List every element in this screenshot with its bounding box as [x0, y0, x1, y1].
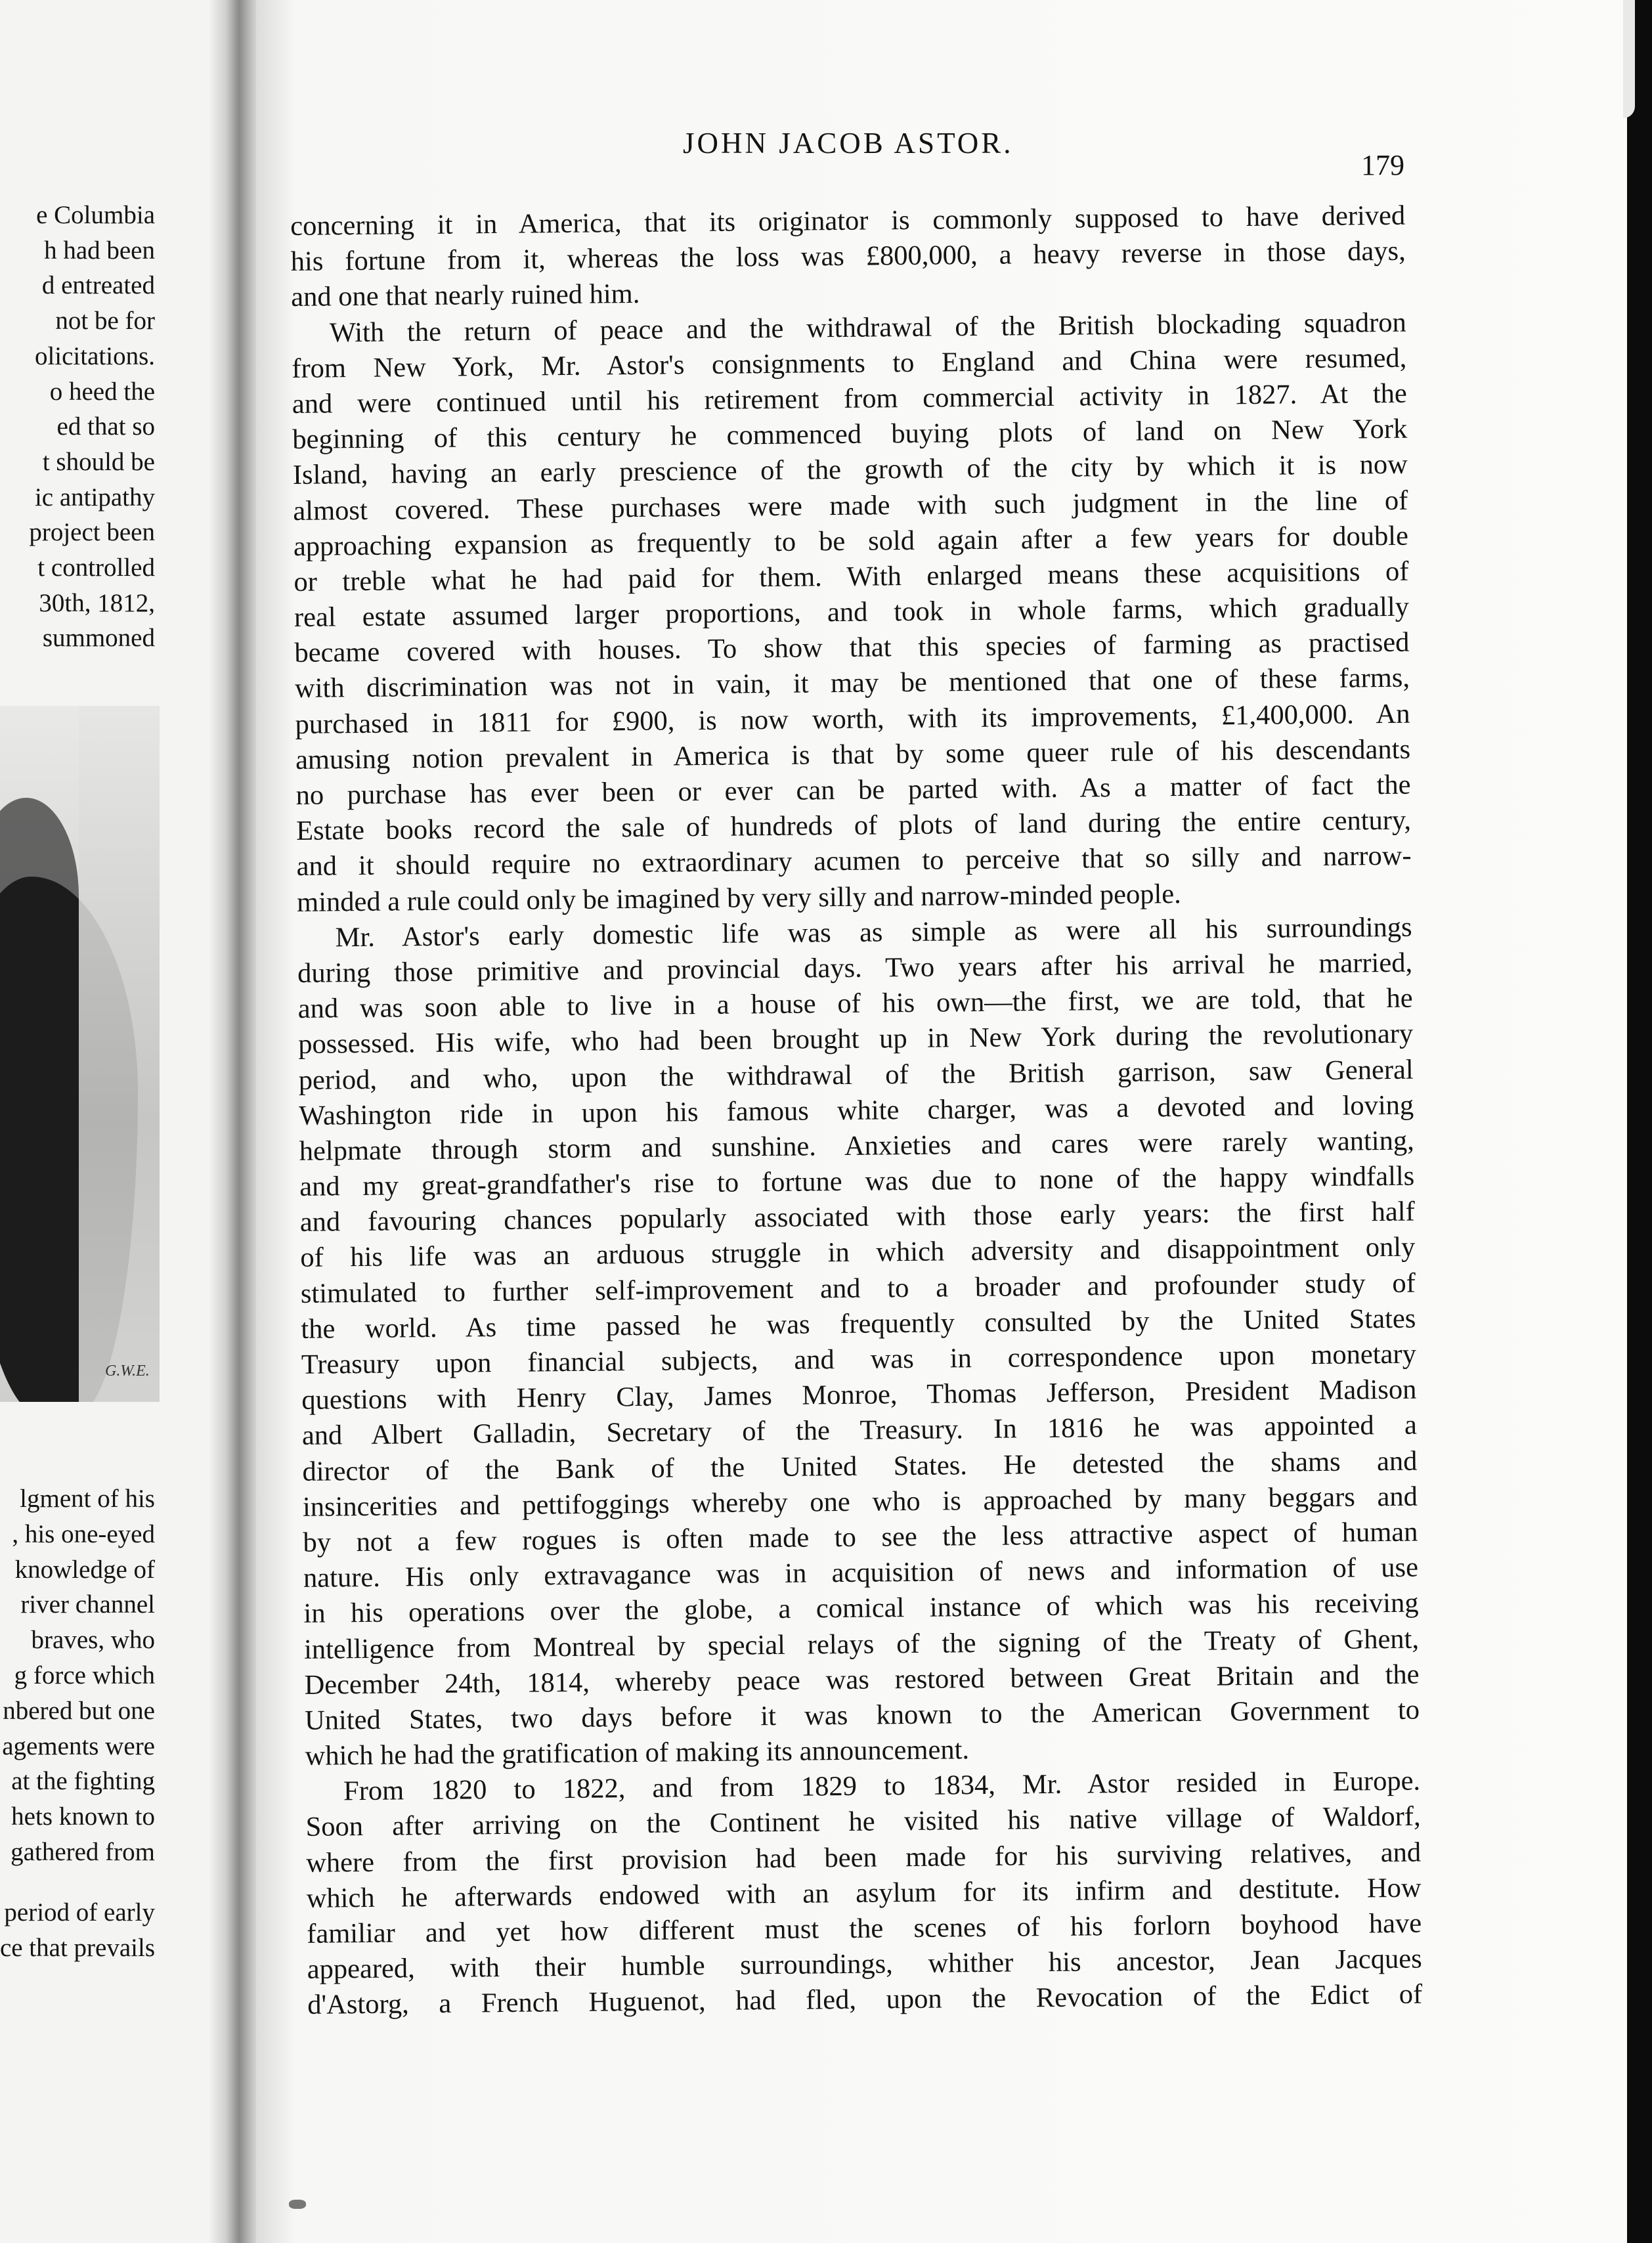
- body-line: director of the Bank of the United States. He detested the shams and: [302, 1445, 1418, 1487]
- left-page-line: e Columbia: [36, 201, 155, 229]
- left-page-line: hets known to: [11, 1802, 155, 1831]
- page-curl: [1623, 0, 1635, 118]
- left-page-line: olicitations.: [34, 341, 155, 370]
- body-line: helpmate through storm and sunshine. Anxieties and cares were rarely wanting,: [299, 1125, 1414, 1167]
- left-page: [0, 0, 243, 2243]
- body-line: and was soon able to live in a house of his own—the first, we are told, that he: [297, 982, 1413, 1025]
- left-page-line: river channel: [20, 1590, 155, 1619]
- body-line: by not a few rogues is often made to see the less attractive aspect of human: [303, 1516, 1418, 1558]
- left-page-line: h had been: [44, 236, 155, 265]
- left-page-line: t controlled: [37, 554, 155, 582]
- body-line: familiar and yet how different must the scenes of his forlorn boyhood have: [306, 1907, 1422, 1949]
- body-line: Estate books record the sale of hundreds of plots of land during the entire century,: [295, 804, 1412, 847]
- left-page-line: not be for: [55, 307, 155, 336]
- body-line: nature. His only extravagance was in acquisition of news and information of use: [303, 1552, 1419, 1594]
- body-line: period, and who, upon the withdrawal of the British garrison, saw General: [298, 1054, 1414, 1096]
- body-line: and were continued until his retirement from commercial activity in 1827. At the: [292, 378, 1408, 420]
- body-line: and my great-grandfather's rise to fortune was due to none of the happy windfalls: [299, 1160, 1415, 1202]
- body-line: no purchase has ever been or ever can be parted with. As a matter of fact the: [295, 769, 1411, 811]
- body-line: and favouring chances popularly associated with those early years: the first half: [299, 1196, 1415, 1238]
- body-line: With the return of peace and the withdrawal of the British blockading squadron: [329, 307, 1406, 348]
- left-page-line: ed that so: [56, 412, 155, 441]
- body-line: concerning it in America, that its originator is commonly supposed to have derived: [290, 200, 1406, 242]
- body-line: from New York, Mr. Astor's consignments to England and China were resumed,: [292, 342, 1407, 384]
- tree-photograph: [0, 706, 160, 1402]
- body-line: which he afterwards endowed with an asylum for its infirm and destitute. How: [306, 1872, 1422, 1914]
- body-line: minded a rule could only be imagined by very silly and narrow-minded people.: [296, 878, 1181, 918]
- left-page-line: project been: [29, 518, 155, 547]
- left-page-line: d entreated: [41, 271, 155, 300]
- photo-sky: [79, 706, 160, 1402]
- body-line: From 1820 to 1822, and from 1829 to 1834, Mr. Astor resided in Europe.: [343, 1765, 1421, 1807]
- body-line: Island, having an early prescience of the growth of the city by which it is now: [292, 448, 1408, 491]
- left-page-line: g force which: [14, 1661, 155, 1689]
- body-line: Mr. Astor's early domestic life was as simple as were all his surroundings: [335, 911, 1412, 953]
- body-line: questions with Henry Clay, James Monroe, Thomas Jefferson, President Madison: [301, 1374, 1417, 1416]
- body-line: possessed. His wife, who had been brought up in New York during the revolutionary: [297, 1018, 1414, 1060]
- body-line: intelligence from Montreal by special relays of the signing of the Treaty of Ghent,: [303, 1623, 1420, 1665]
- body-line: which he had the gratification of making its announcement.: [305, 1734, 970, 1772]
- book-gutter: [210, 0, 263, 2243]
- body-line: appeared, with their humble surroundings, whither his ancestor, Jean Jacques: [307, 1943, 1422, 1986]
- body-line: became covered with houses. To show that this species of farming as practised: [294, 626, 1410, 669]
- scan-blemish: [289, 2200, 306, 2209]
- left-page-line: , his one-eyed: [12, 1519, 155, 1548]
- body-line: with discrimination was not in vain, it may be mentioned that one of these farms,: [294, 663, 1410, 705]
- photo-credit: G.W.E.: [105, 1362, 150, 1380]
- body-line: and it should require no extraordinary acumen to perceive that so silly and narrow-: [296, 840, 1412, 882]
- body-line: insincerities and pettifoggings whereby one who is approached by many beggars and: [302, 1481, 1418, 1523]
- scan-edge: [1627, 0, 1652, 2243]
- body-line: amusing notion prevalent in America is that by some queer rule of his descendants: [295, 733, 1411, 775]
- left-page-line: t should be: [42, 447, 155, 476]
- page-number: 179: [1361, 149, 1404, 181]
- body-line: approaching expansion as frequently to be sold again after a few years for double: [293, 520, 1409, 562]
- left-page-line: braves, who: [31, 1626, 155, 1655]
- left-page-line: o heed the: [49, 377, 155, 406]
- body-line: beginning of this century he commenced buying plots of land on New York: [292, 413, 1408, 456]
- body-line: Treasury upon financial subjects, and was in correspondence upon monetary: [301, 1338, 1417, 1380]
- body-line: of his life was an arduous struggle in which adversity and disappointment only: [300, 1232, 1416, 1274]
- left-page-line: at the fighting: [11, 1767, 155, 1796]
- running-title: JOHN JACOB ASTOR.: [683, 127, 1014, 160]
- body-text: [290, 198, 1422, 2024]
- body-line: and one that nearly ruined him.: [291, 278, 640, 313]
- body-line: Soon after arriving on the Continent he visited his native village of Waldorf,: [305, 1801, 1421, 1843]
- body-line: where from the first provision had been made for his surviving relatives, and: [305, 1837, 1422, 1879]
- left-page-line: 30th, 1812,: [39, 588, 155, 617]
- left-page-line: summoned: [42, 624, 155, 653]
- body-line: United States, two days before it was known to the American Government to: [304, 1694, 1420, 1736]
- body-line: almost covered. These purchases were made with such judgment in the line of: [293, 485, 1408, 527]
- body-line: during those primitive and provincial days. Two years after his arrival he married,: [297, 947, 1413, 989]
- left-page-line: lgment of his: [20, 1485, 155, 1513]
- body-line: December 24th, 1814, whereby peace was restored between Great Britain and the: [304, 1659, 1420, 1701]
- left-page-line: nbered but one: [3, 1696, 155, 1725]
- body-line: his fortune from it, whereas the loss was £800,000, a heavy reverse in those days,: [290, 235, 1406, 278]
- left-page-line: ce that prevails: [0, 1933, 155, 1962]
- body-line: purchased in 1811 for £900, is now worth, with its improvements, £1,400,000. An: [295, 698, 1410, 740]
- body-line: stimulated to further self-improvement and to a broader and profounder study of: [300, 1267, 1416, 1309]
- left-page-line: ic antipathy: [34, 483, 155, 512]
- left-page-line: knowledge of: [14, 1555, 155, 1584]
- body-line: the world. As time passed he was frequently consulted by the United States: [301, 1303, 1416, 1345]
- left-page-line: agements were: [2, 1731, 155, 1760]
- body-line: and Albert Galladin, Secretary of the Treasury. In 1816 he was appointed a: [301, 1409, 1418, 1452]
- body-line: or treble what he had paid for them. With enlarged means these acquisitions of: [293, 555, 1409, 598]
- body-line: in his operations over the globe, a comical instance of which was his receiving: [303, 1587, 1419, 1630]
- body-line: Washington ride in upon his famous white charger, was a devoted and loving: [299, 1089, 1414, 1131]
- body-line: real estate assumed larger proportions, and took in whole farms, which gradually: [293, 591, 1410, 634]
- left-page-line: gathered from: [11, 1838, 155, 1866]
- left-page-line: period of early: [4, 1898, 155, 1927]
- body-line: d'Astorg, a French Huguenot, had fled, upon the Revocation of the Edict of: [307, 1978, 1423, 2021]
